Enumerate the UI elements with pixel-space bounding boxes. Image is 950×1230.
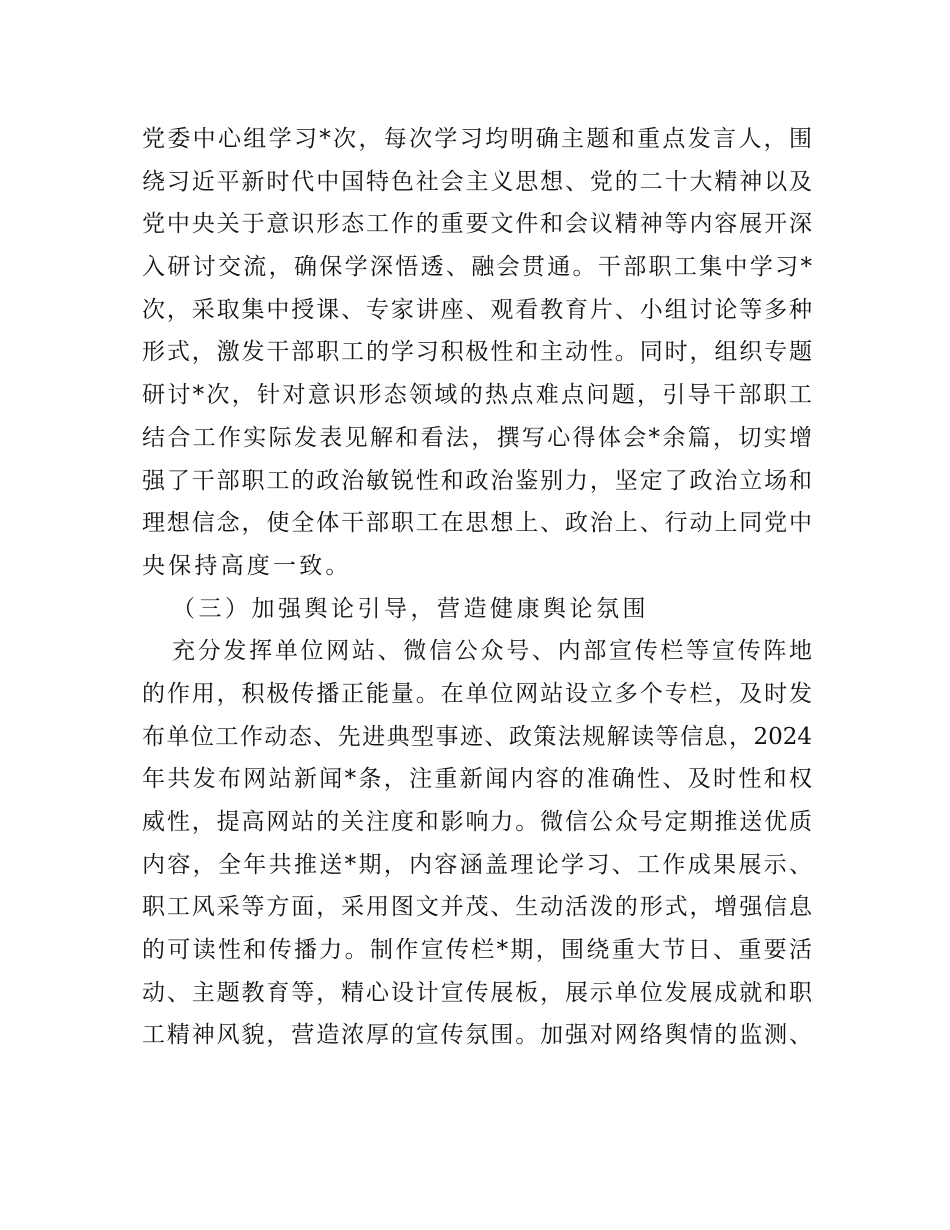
text-line: 强了干部职工的政治敏锐性和政治鉴别力，坚定了政治立场和 xyxy=(142,467,812,494)
text-line: 威性，提高网站的关注度和影响力。微信公众号定期推送优质 xyxy=(142,809,812,835)
text-line: 职工风采等方面，采用图文并茂、生动活泼的形式，增强信息 xyxy=(142,894,812,921)
text-line: 党中央关于意识形态工作的重要文件和会议精神等内容展开深 xyxy=(142,211,812,238)
text-line-first: 充分发挥单位网站、微信公众号、内部宣传栏等宣传阵地 xyxy=(172,638,812,665)
text-line: 结合工作实际发表见解和看法，撰写心得体会*余篇，切实增 xyxy=(142,424,812,451)
text-line: 年共发布网站新闻*条，注重新闻内容的准确性、及时性和权 xyxy=(142,766,812,793)
text-line: 形式，激发干部职工的学习积极性和主动性。同时，组织专题 xyxy=(142,339,812,366)
text-line: 布单位工作动态、先进典型事迹、政策法规解读等信息，2024 xyxy=(142,723,812,750)
text-line: 理想信念，使全体干部职工在思想上、政治上、行动上同党中 xyxy=(142,510,812,537)
text-line: 内容，全年共推送*期，内容涵盖理论学习、工作成果展示、 xyxy=(142,851,812,878)
text-line: 的可读性和传播力。制作宣传栏*期，围绕重大节日、重要活 xyxy=(142,937,812,964)
section-heading: （三）加强舆论引导，营造健康舆论氛围 xyxy=(172,595,649,622)
paragraph-public-opinion xyxy=(142,630,812,1057)
text-line: 工精神风貌，营造浓厚的宣传氛围。加强对网络舆情的监测、 xyxy=(142,1022,812,1049)
paragraph-study-activities xyxy=(142,118,812,588)
text-line: 入研讨交流，确保学深悟透、融会贯通。干部职工集中学习* xyxy=(142,254,812,281)
text-line: 动、主题教育等，精心设计宣传展板，展示单位发展成就和职 xyxy=(142,979,812,1006)
text-line: 绕习近平新时代中国特色社会主义思想、党的二十大精神以及 xyxy=(142,168,812,195)
text-line: 研讨*次，针对意识形态领域的热点难点问题，引导干部职工 xyxy=(142,382,812,409)
text-line: 次，采取集中授课、专家讲座、观看教育片、小组讨论等多种 xyxy=(142,296,812,323)
text-line: 党委中心组学习*次，每次学习均明确主题和重点发言人，围 xyxy=(142,126,812,152)
text-line: 的作用，积极传播正能量。在单位网站设立多个专栏，及时发 xyxy=(142,680,812,707)
text-line-last: 央保持高度一致。 xyxy=(142,552,352,579)
document-page xyxy=(142,118,812,1057)
